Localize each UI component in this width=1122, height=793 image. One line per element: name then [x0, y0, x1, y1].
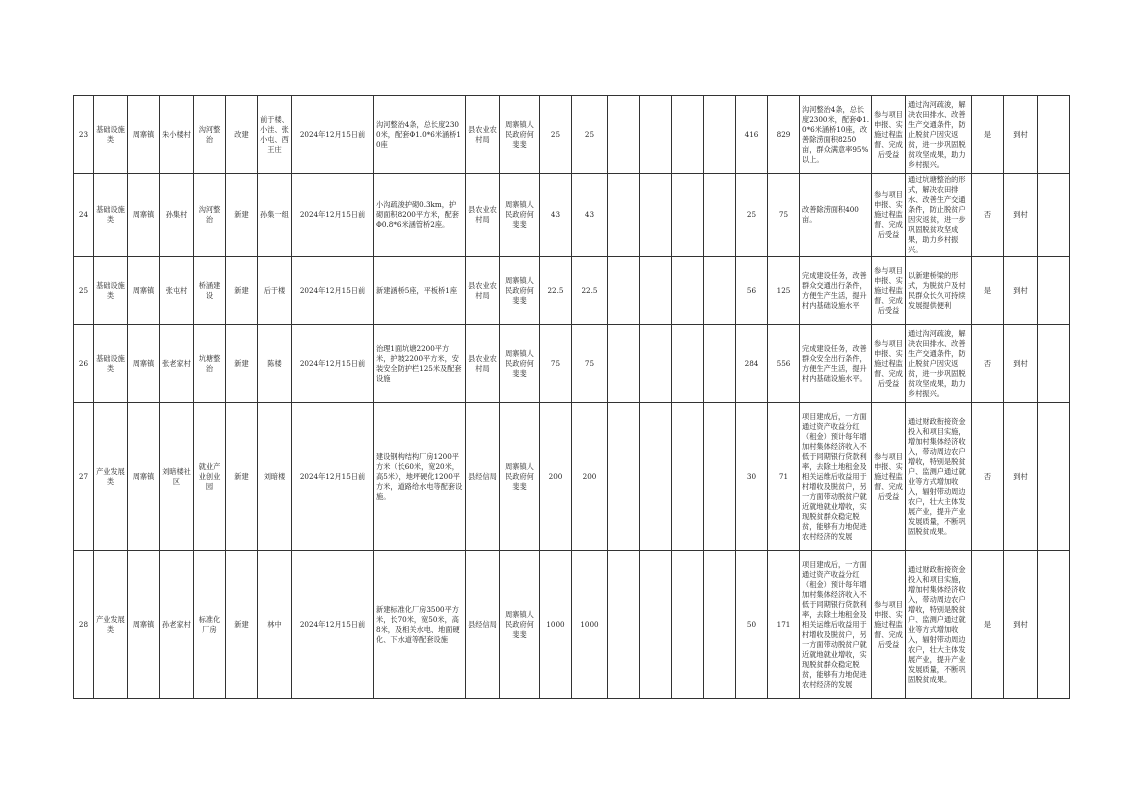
cell-type: 基础设施类 — [94, 257, 128, 325]
cell-place: 后于楼 — [258, 257, 292, 325]
cell-level: 到村 — [1004, 325, 1038, 403]
cell-no: 28 — [74, 551, 94, 699]
cell-owner: 周寨镇人民政府何斐斐 — [500, 96, 540, 174]
cell-type: 产业发展类 — [94, 403, 128, 551]
cell-benefit: 完成建设任务，改善群众交通出行条件，方便生产生活，提升村内基础设施水平 — [800, 257, 872, 325]
cell-mode: 通过坑塘整治的形式，解决农田排水、改善生产交通条件，防止脱贫户因灾返贫，进一步巩固脱贫攻坚成果，助力乡村振兴。 — [906, 174, 972, 257]
cell-mode: 通过财政衔接资金投入和项目实施，增加村集体经济收入，带动周边农户增收，特别是脱贫户、监测户通过就业等方式增加收入，辐射带动周边农户，壮大主体发展产业，提升产业发展质量，不断巩固脱贫成果。 — [906, 403, 972, 551]
cell-total: 75 — [540, 325, 572, 403]
cell-subtype: 桥涵建设 — [194, 257, 226, 325]
cell-total: 200 — [540, 403, 572, 551]
cell-c4 — [704, 96, 736, 174]
cell-c2 — [640, 96, 672, 174]
cell-subtype: 沟河整治 — [194, 174, 226, 257]
cell-c4 — [704, 551, 736, 699]
cell-place: 林中 — [258, 551, 292, 699]
cell-town: 周寨镇 — [128, 174, 160, 257]
cell-town: 周寨镇 — [128, 257, 160, 325]
cell-fund: 200 — [572, 403, 608, 551]
cell-subtype: 坑塘整治 — [194, 325, 226, 403]
cell-village: 刘暗楼社区 — [160, 403, 194, 551]
cell-level: 到村 — [1004, 257, 1038, 325]
cell-c1 — [608, 551, 640, 699]
cell-place: 刘暗楼 — [258, 403, 292, 551]
cell-subtype: 沟河整治 — [194, 96, 226, 174]
cell-c3 — [672, 403, 704, 551]
cell-fund: 25 — [572, 96, 608, 174]
cell-dept: 县农业农村局 — [466, 325, 500, 403]
cell-village: 朱小楼村 — [160, 96, 194, 174]
cell-deadline: 2024年12月15日前 — [292, 551, 374, 699]
cell-village: 张老家村 — [160, 325, 194, 403]
table-row — [74, 325, 1070, 403]
cell-yes: 否 — [972, 325, 1004, 403]
cell-fund: 22.5 — [572, 257, 608, 325]
cell-no: 27 — [74, 403, 94, 551]
cell-p1: 50 — [736, 551, 768, 699]
cell-deadline: 2024年12月15日前 — [292, 174, 374, 257]
cell-extra — [1038, 96, 1070, 174]
cell-nature: 改建 — [226, 96, 258, 174]
cell-town: 周寨镇 — [128, 96, 160, 174]
cell-benefit: 项目建成后，一方面通过资产收益分红（租金）预计每年增加村集体经济收入不低于同期银行贷款利率，去除土地租金及相关运维后收益用于村增收及脱贫户，另一方面带动脱贫户就近就地就业增收，实现脱贫群众稳定脱贫，能够有力地促进农村经济的发展 — [800, 403, 872, 551]
cell-p1: 416 — [736, 96, 768, 174]
cell-town: 周寨镇 — [128, 403, 160, 551]
project-table — [73, 95, 1070, 699]
cell-benefit: 完成建设任务，改善群众安全出行条件，方便生产生活，提升村内基础设施水平。 — [800, 325, 872, 403]
cell-p2: 71 — [768, 403, 800, 551]
cell-p1: 56 — [736, 257, 768, 325]
cell-c3 — [672, 325, 704, 403]
cell-no: 25 — [74, 257, 94, 325]
cell-deadline: 2024年12月15日前 — [292, 403, 374, 551]
cell-mech: 参与项目申报、实施过程监督、完成后受益 — [872, 325, 906, 403]
cell-deadline: 2024年12月15日前 — [292, 96, 374, 174]
cell-c2 — [640, 403, 672, 551]
cell-mech: 参与项目申报、实施过程监督、完成后受益 — [872, 257, 906, 325]
cell-c2 — [640, 325, 672, 403]
cell-total: 1000 — [540, 551, 572, 699]
cell-c1 — [608, 174, 640, 257]
cell-content: 治理1面坑塘2200平方米，护坡2200平方米，安装安全防护栏125米及配套设施 — [374, 325, 466, 403]
cell-no: 24 — [74, 174, 94, 257]
cell-c1 — [608, 403, 640, 551]
cell-c2 — [640, 551, 672, 699]
cell-content: 新建标准化厂房3500平方米，长70米，宽50米，高8米，及相关水电、地面硬化、下水道等配套设施 — [374, 551, 466, 699]
cell-extra — [1038, 403, 1070, 551]
table-row — [74, 174, 1070, 257]
cell-deadline: 2024年12月15日前 — [292, 325, 374, 403]
cell-extra — [1038, 551, 1070, 699]
cell-p1: 30 — [736, 403, 768, 551]
cell-fund: 43 — [572, 174, 608, 257]
cell-p2: 829 — [768, 96, 800, 174]
cell-mech: 参与项目申报、实施过程监督、完成后受益 — [872, 96, 906, 174]
cell-extra — [1038, 257, 1070, 325]
cell-town: 周寨镇 — [128, 551, 160, 699]
cell-fund: 1000 — [572, 551, 608, 699]
table-row — [74, 257, 1070, 325]
cell-content: 小沟疏浚护砌0.3km，护砌面积8200平方米，配套Φ0.8*6米涵管桥2座。 — [374, 174, 466, 257]
cell-nature: 新建 — [226, 257, 258, 325]
cell-owner: 周寨镇人民政府何斐斐 — [500, 257, 540, 325]
table-row — [74, 551, 1070, 699]
cell-nature: 新建 — [226, 551, 258, 699]
cell-place: 前于楼、小洼、张小屯、西王庄 — [258, 96, 292, 174]
cell-owner: 周寨镇人民政府何斐斐 — [500, 551, 540, 699]
cell-type: 基础设施类 — [94, 174, 128, 257]
cell-type: 产业发展类 — [94, 551, 128, 699]
cell-c3 — [672, 257, 704, 325]
cell-mode: 通过沟河疏浚，解决农田排水、改善生产交通条件，防止脱贫户因灾返贫，进一步巩固脱贫攻坚成果，助力乡村振兴。 — [906, 96, 972, 174]
cell-yes: 否 — [972, 174, 1004, 257]
cell-content: 新建涵桥5座，平板桥1座 — [374, 257, 466, 325]
cell-mech: 参与项目申报、实施过程监督、完成后受益 — [872, 551, 906, 699]
cell-c4 — [704, 174, 736, 257]
cell-mode: 以新建桥梁的形式，为脱贫户及村民群众长久可持续发展提供便利 — [906, 257, 972, 325]
cell-c4 — [704, 403, 736, 551]
cell-dept: 县经信局 — [466, 403, 500, 551]
cell-c1 — [608, 257, 640, 325]
cell-deadline: 2024年12月15日前 — [292, 257, 374, 325]
cell-mode: 通过沟河疏浚，解决农田排水、改善生产交通条件，防止脱贫户因灾返贫，进一步巩固脱贫攻坚成果，助力乡村振兴。 — [906, 325, 972, 403]
cell-p2: 125 — [768, 257, 800, 325]
cell-owner: 周寨镇人民政府何斐斐 — [500, 325, 540, 403]
cell-no: 26 — [74, 325, 94, 403]
cell-village: 孙集村 — [160, 174, 194, 257]
cell-nature: 新建 — [226, 403, 258, 551]
cell-type: 基础设施类 — [94, 96, 128, 174]
cell-mech: 参与项目申报、实施过程监督、完成后受益 — [872, 403, 906, 551]
cell-p1: 25 — [736, 174, 768, 257]
cell-village: 张屯村 — [160, 257, 194, 325]
cell-yes: 否 — [972, 403, 1004, 551]
cell-owner: 周寨镇人民政府何斐斐 — [500, 403, 540, 551]
cell-place: 陈楼 — [258, 325, 292, 403]
cell-c4 — [704, 325, 736, 403]
cell-mech: 参与项目申报、实施过程监督、完成后受益 — [872, 174, 906, 257]
cell-c1 — [608, 96, 640, 174]
cell-c1 — [608, 325, 640, 403]
cell-extra — [1038, 325, 1070, 403]
table-row — [74, 96, 1070, 174]
cell-total: 22.5 — [540, 257, 572, 325]
cell-yes: 是 — [972, 257, 1004, 325]
cell-level: 到村 — [1004, 551, 1038, 699]
cell-c2 — [640, 257, 672, 325]
cell-yes: 是 — [972, 96, 1004, 174]
cell-subtype: 就业产业创业园 — [194, 403, 226, 551]
cell-p2: 556 — [768, 325, 800, 403]
cell-c3 — [672, 174, 704, 257]
cell-dept: 县农业农村局 — [466, 96, 500, 174]
cell-no: 23 — [74, 96, 94, 174]
cell-dept: 县经信局 — [466, 551, 500, 699]
cell-owner: 周寨镇人民政府何斐斐 — [500, 174, 540, 257]
cell-nature: 新建 — [226, 325, 258, 403]
cell-dept: 县农业农村局 — [466, 174, 500, 257]
cell-content: 沟河整治4条，总长度2300米，配套Φ1.0*6米涵桥10座 — [374, 96, 466, 174]
cell-benefit: 沟河整治4条，总长度2300米，配套Φ1.0*6米涵桥10座，改善除涝面积8250亩，群众满意率95%以上。 — [800, 96, 872, 174]
cell-benefit: 项目建成后，一方面通过资产收益分红（租金）预计每年增加村集体经济收入不低于同期银行贷款利率，去除土地租金及相关运维后收益用于村增收及脱贫户，另一方面带动脱贫户就近就地就业增收，实现脱贫群众稳定脱贫，能够有力地促进农村经济的发展 — [800, 551, 872, 699]
cell-type: 基础设施类 — [94, 325, 128, 403]
cell-total: 25 — [540, 96, 572, 174]
cell-p1: 284 — [736, 325, 768, 403]
cell-level: 到村 — [1004, 96, 1038, 174]
cell-p2: 171 — [768, 551, 800, 699]
cell-mode: 通过财政衔接资金投入和项目实施，增加村集体经济收入，带动周边农户增收，特别是脱贫户、监测户通过就业等方式增加收入，辐射带动周边农户，壮大主体发展产业，提升产业发展质量，不断巩固脱贫成果。 — [906, 551, 972, 699]
cell-place: 孙集一组 — [258, 174, 292, 257]
cell-total: 43 — [540, 174, 572, 257]
cell-dept: 县农业农村局 — [466, 257, 500, 325]
cell-c4 — [704, 257, 736, 325]
table-row — [74, 403, 1070, 551]
cell-extra — [1038, 174, 1070, 257]
cell-level: 到村 — [1004, 403, 1038, 551]
cell-nature: 新建 — [226, 174, 258, 257]
cell-town: 周寨镇 — [128, 325, 160, 403]
cell-content: 建设钢构结构厂房1200平方米（长60米，宽20米，高5米），地坪硬化1200平方米，道路给水电等配套设施。 — [374, 403, 466, 551]
cell-c3 — [672, 551, 704, 699]
cell-subtype: 标准化厂房 — [194, 551, 226, 699]
cell-yes: 是 — [972, 551, 1004, 699]
cell-village: 孙老家村 — [160, 551, 194, 699]
cell-p2: 75 — [768, 174, 800, 257]
cell-c2 — [640, 174, 672, 257]
cell-c3 — [672, 96, 704, 174]
cell-level: 到村 — [1004, 174, 1038, 257]
cell-fund: 75 — [572, 325, 608, 403]
cell-benefit: 改善除涝面积400亩。 — [800, 174, 872, 257]
